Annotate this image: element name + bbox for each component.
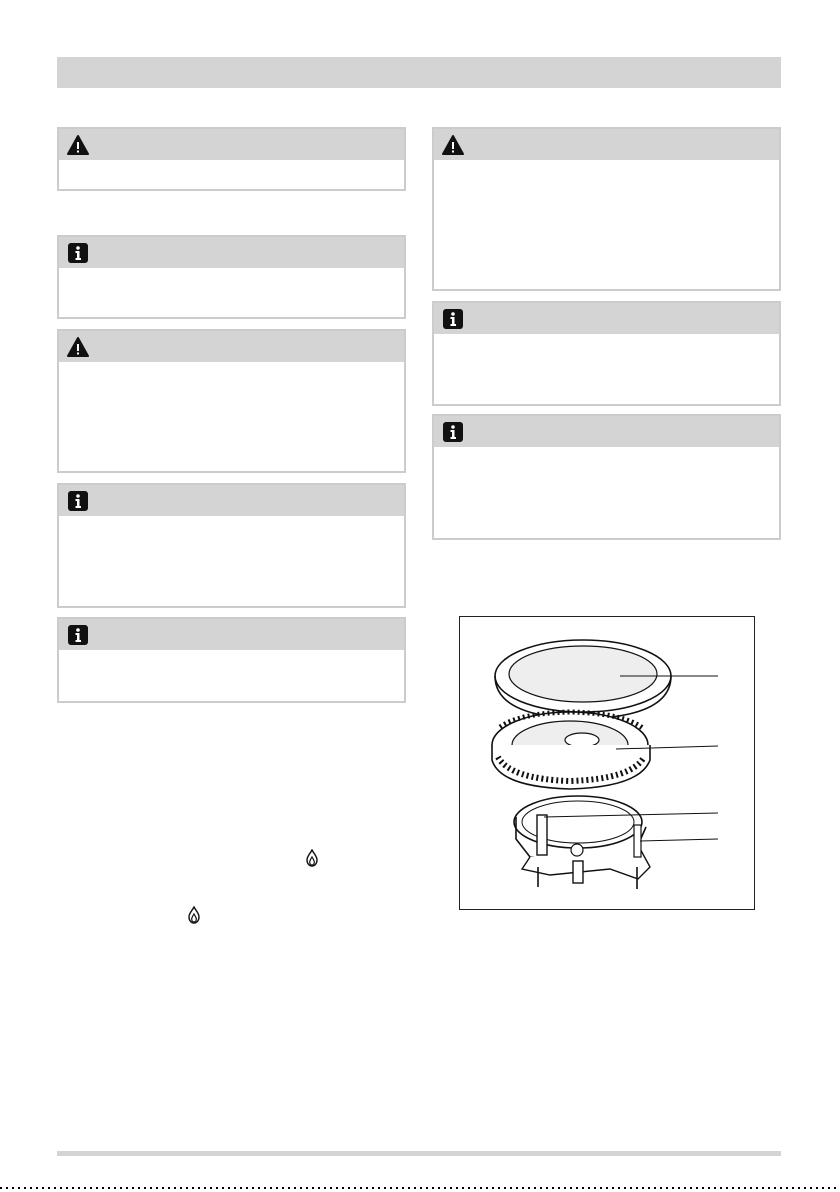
page-edge-strip	[0, 1187, 840, 1189]
footer-bar	[57, 1151, 781, 1156]
section-header-bar	[57, 57, 781, 88]
info-notice-3	[57, 617, 406, 703]
info-notice-header	[59, 485, 404, 516]
burner-exploded-diagram	[460, 617, 754, 909]
warning-triangle-icon	[67, 336, 89, 358]
flame-icon	[305, 849, 319, 867]
info-notice-4	[432, 301, 781, 406]
info-notice-2	[57, 483, 406, 608]
info-icon	[67, 242, 89, 264]
callout-leader-4	[640, 839, 718, 841]
warning-notice-2	[57, 329, 406, 473]
info-notice-header	[434, 303, 779, 334]
burner-assembly-figure	[459, 616, 755, 910]
info-notice-header	[59, 237, 404, 268]
callout-leader-3	[544, 813, 718, 817]
warning-notice-header	[59, 129, 404, 160]
warning-notice-3	[432, 127, 781, 291]
burner-crown	[492, 712, 650, 789]
warning-triangle-icon	[67, 134, 89, 156]
info-icon	[442, 308, 464, 330]
info-notice-header	[434, 416, 779, 447]
burner-base	[514, 796, 650, 889]
warning-notice-header	[59, 331, 404, 362]
info-icon	[442, 421, 464, 443]
warning-notice-1	[57, 127, 406, 191]
flame-icon	[187, 906, 201, 924]
info-notice-1	[57, 235, 406, 319]
info-icon	[67, 490, 89, 512]
info-notice-header	[59, 619, 404, 650]
info-icon	[67, 624, 89, 646]
warning-notice-header	[434, 129, 779, 160]
burner-cap	[495, 640, 671, 719]
warning-triangle-icon	[442, 134, 464, 156]
info-notice-5	[432, 414, 781, 540]
